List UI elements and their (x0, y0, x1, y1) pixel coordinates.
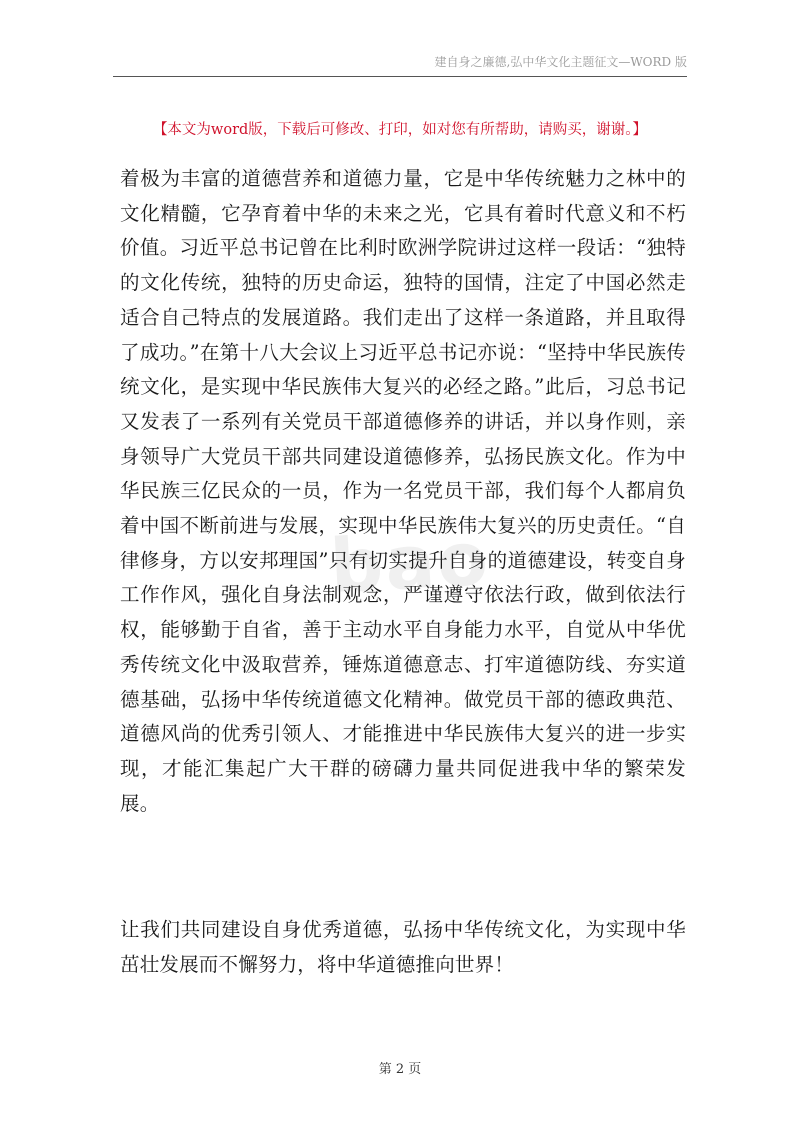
download-notice: 【本文为word版，下载后可修改、打印，如对您有所帮助，请购买，谢谢。】 (152, 122, 648, 138)
header-title: 建自身之廉德,弘中华文化主题征文—WORD 版 (434, 55, 687, 69)
page-number: 第 2 页 (378, 1062, 422, 1077)
body-paragraph-2: 让我们共同建设自身优秀道德，弘扬中华传统文化，为实现中华茁壮发展而不懈努力，将中华道德推向世界！ (120, 918, 686, 976)
body-paragraph-1: 着极为丰富的道德营养和道德力量，它是中华传统魅力之林中的文化精髓，它孕育着中华的未来之光，它具有着时代意义和不朽价值。习近平总书记曾在比利时欧洲学院讲过这样一段话：“独特的文化传统，独特的历史命运，独特的国情，注定了中国必然走适合自己特点的发展道路。我们走出了这样一条道路，并且取得了成功。”在第十八大会议上习近平总书记亦说：“坚持中华民族传统文化，是实现中华民族伟大复兴的必经之路。”此后，习总书记又发表了一系列有关党员干部道德修养的讲话，并以身作则，亲身领导广大党员干部共同建设道德修养，弘扬民族文化。作为中华民族三亿民众的一员，作为一名党员干部，我们每个人都肩负着中国不断前进与发展，实现中华民族伟大复兴的历史责任。“自律修身，方以安邦理国”只有切实提升自身的道德建设，转变自身工作作风，强化自身法制观念，严谨遵守依法行政，做到依法行权，能够勤于自省，善于主动水平自身能力水平，自觉从中华优秀传统文化中汲取营养，锤炼道德意志、打牢道德防线、夯实道德基础，弘扬中华传统道德文化精神。做党员干部的德政典范、道德风尚的优秀引领人、才能推进中华民族伟大复兴的进一步实现，才能汇集起广大干群的磅礴力量共同促进我中华的繁荣发展。 (120, 167, 686, 815)
watermark: bao (327, 515, 493, 611)
page-header (113, 52, 687, 77)
